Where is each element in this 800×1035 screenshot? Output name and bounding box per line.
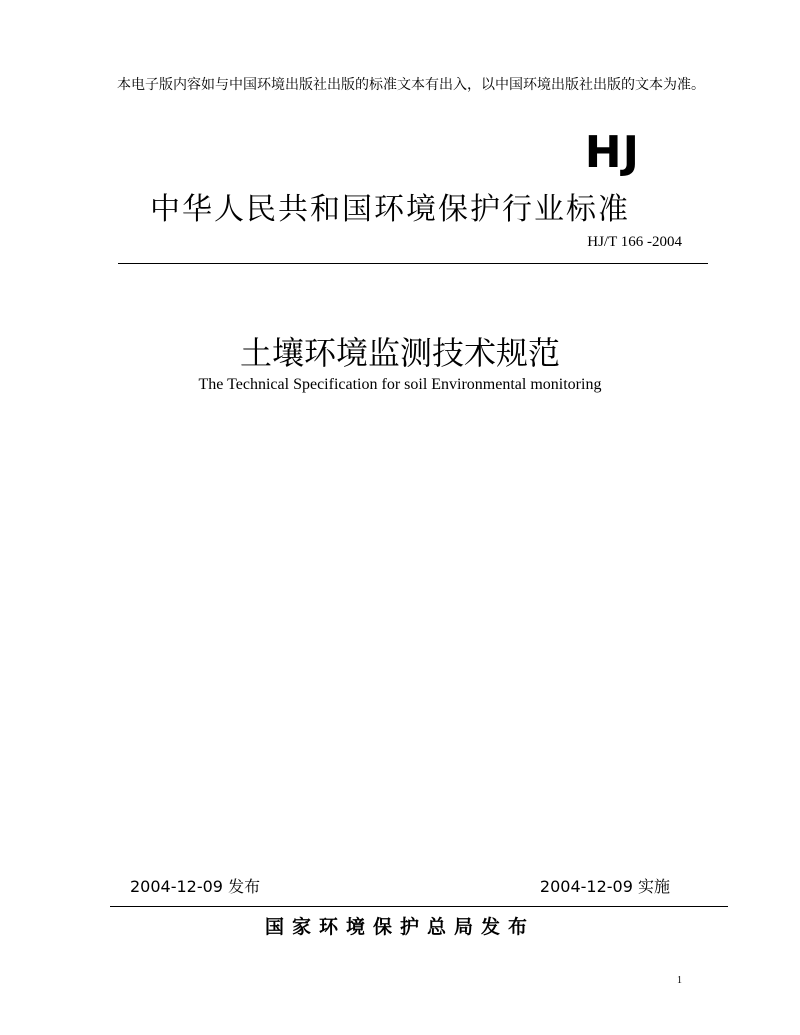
document-title-chinese: 土壤环境监测技术规范: [239, 334, 560, 372]
document-title-english: The Technical Specification for soil Environmental monitoring: [198, 376, 602, 393]
publisher: 国家环境保护总局发布: [264, 916, 535, 938]
top-divider: [118, 263, 708, 264]
implementation-date: 2004-12-09 实施: [539, 877, 670, 896]
issue-date: 2004-12-09 发布: [130, 877, 261, 896]
standard-category-title: 中华人民共和国环境保护行业标准: [150, 192, 630, 227]
bottom-divider: [110, 906, 728, 907]
page-number: 1: [677, 975, 682, 986]
standard-number: HJ/T 166 -2004: [587, 234, 682, 250]
disclaimer-notice: 本电子版内容如与中国环境出版社出版的标准文本有出入，以中国环境出版社出版的文本为准。: [117, 77, 705, 93]
hj-logo: HJ: [584, 127, 640, 178]
